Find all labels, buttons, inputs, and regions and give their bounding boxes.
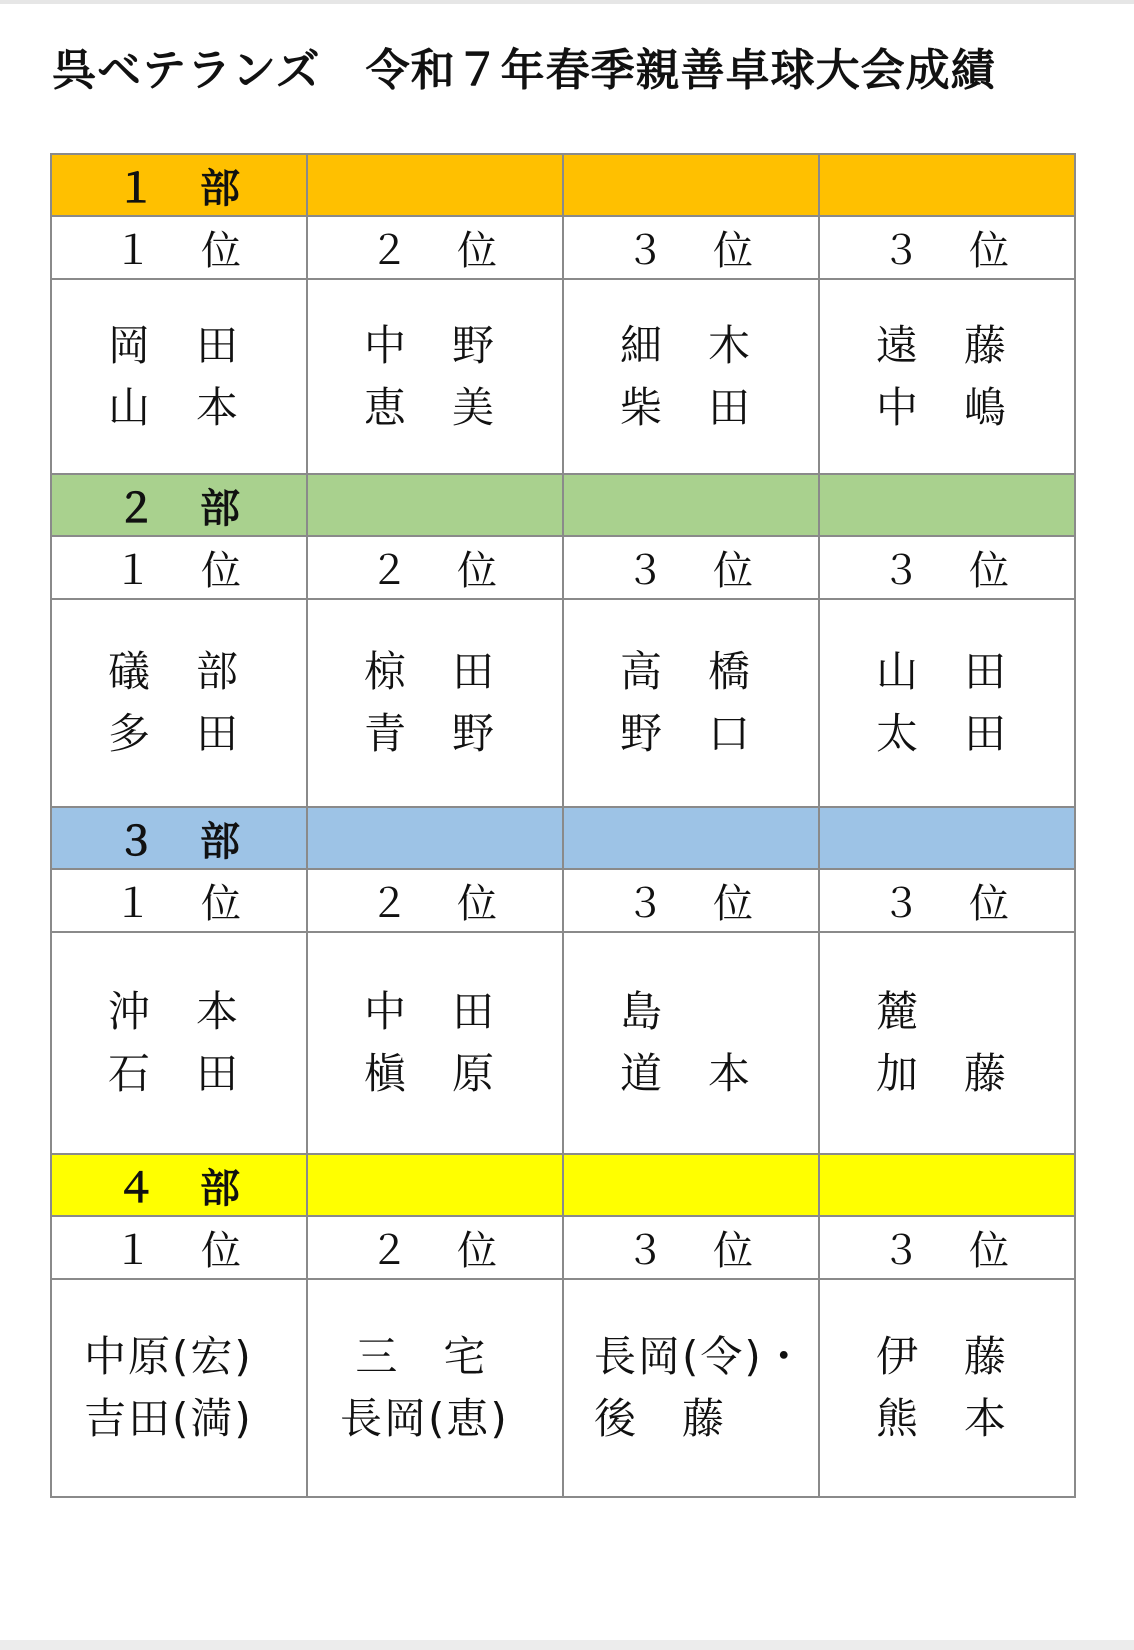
rank-cell <box>563 536 819 599</box>
player-name: 恵 美 <box>364 382 497 432</box>
names-block <box>308 1326 509 1450</box>
names-cell <box>307 599 563 807</box>
rank-cell <box>819 536 1075 599</box>
player-name: 吉田(満) <box>84 1394 253 1443</box>
rank-cell <box>819 216 1075 279</box>
player-name: 石 田 <box>108 1049 241 1098</box>
names-row <box>51 279 1075 474</box>
names-row <box>51 1279 1075 1497</box>
division-header-cell <box>819 1154 1075 1216</box>
player-name: 槇 原 <box>364 1049 497 1098</box>
player-name: 熊 本 <box>876 1394 1009 1443</box>
names-cell <box>819 1279 1075 1497</box>
rank-label: ２ 位 <box>369 548 501 594</box>
rank-row <box>51 869 1075 932</box>
names-block <box>820 1326 1008 1450</box>
top-border <box>0 0 1134 4</box>
player-name: 柴 田 <box>620 382 753 432</box>
rank-label: １ 位 <box>113 228 245 274</box>
rank-label: ３ 位 <box>881 228 1013 274</box>
names-cell <box>563 599 819 807</box>
rank-label: １ 位 <box>113 1228 245 1274</box>
rank-label: ３ 位 <box>881 1228 1013 1274</box>
player-name: 中 田 <box>364 987 497 1036</box>
player-name: 細 木 <box>620 320 753 370</box>
rank-label: ３ 位 <box>625 548 757 594</box>
results-table <box>50 153 1076 1498</box>
division-header-row <box>51 154 1075 216</box>
names-cell <box>819 599 1075 807</box>
rank-cell <box>563 1216 819 1279</box>
rank-cell <box>307 216 563 279</box>
division-label: ２ 部 <box>116 485 242 532</box>
division-label: ４ 部 <box>116 1165 242 1212</box>
player-name: 遠 藤 <box>876 320 1009 370</box>
division-header-row <box>51 474 1075 536</box>
division-label-cell <box>51 154 307 216</box>
player-name: 道 本 <box>620 1049 753 1098</box>
names-block <box>564 1326 807 1450</box>
player-name: 加 藤 <box>876 1049 1009 1098</box>
player-name: 長岡(令)・ <box>594 1332 807 1381</box>
rank-cell <box>307 536 563 599</box>
rank-label: ２ 位 <box>369 881 501 927</box>
rank-cell <box>307 869 563 932</box>
names-cell <box>51 279 307 474</box>
rank-row <box>51 536 1075 599</box>
rank-label: ３ 位 <box>881 881 1013 927</box>
player-name: 島 <box>620 987 665 1036</box>
rank-cell <box>307 1216 563 1279</box>
names-block <box>52 1326 253 1450</box>
player-name: 中 嶋 <box>876 382 1009 432</box>
division-label: ３ 部 <box>116 818 242 865</box>
rank-cell <box>819 1216 1075 1279</box>
division-header-cell <box>307 154 563 216</box>
rank-cell <box>563 216 819 279</box>
player-name: 沖 本 <box>108 987 241 1036</box>
rank-cell <box>51 869 307 932</box>
division-label-cell <box>51 474 307 536</box>
names-cell <box>563 279 819 474</box>
player-name: 中原(宏) <box>84 1332 253 1381</box>
player-name: 岡 田 <box>108 320 241 370</box>
player-name: 青 野 <box>364 709 497 758</box>
player-name: 太 田 <box>876 709 1009 758</box>
division-header-cell <box>819 807 1075 869</box>
division-header-row <box>51 807 1075 869</box>
rank-label: ３ 位 <box>881 548 1013 594</box>
player-name: 椋 田 <box>364 647 497 696</box>
division-header-row <box>51 1154 1075 1216</box>
player-name: 高 橋 <box>620 647 753 696</box>
bottom-border <box>0 1640 1134 1650</box>
rank-label: ２ 位 <box>369 228 501 274</box>
player-name: 礒 部 <box>108 647 241 696</box>
player-name: 麓 <box>876 987 921 1036</box>
rank-row <box>51 1216 1075 1279</box>
rank-cell <box>51 1216 307 1279</box>
division-header-cell <box>307 1154 563 1216</box>
names-cell <box>51 599 307 807</box>
page-title: 呉ベテランズ 令和７年春季親善卓球大会成績 <box>52 45 996 96</box>
rank-label: ３ 位 <box>625 1228 757 1274</box>
player-name: 山 田 <box>876 647 1009 696</box>
division-label: １ 部 <box>116 165 242 212</box>
division-label-cell <box>51 1154 307 1216</box>
names-cell <box>51 1279 307 1497</box>
rank-cell <box>51 536 307 599</box>
division-header-cell <box>563 1154 819 1216</box>
rank-label: ３ 位 <box>625 228 757 274</box>
names-row <box>51 932 1075 1154</box>
player-name: 山 本 <box>108 382 241 432</box>
player-name: 後 藤 <box>594 1394 727 1443</box>
division-header-cell <box>307 474 563 536</box>
names-row <box>51 599 1075 807</box>
rank-label: １ 位 <box>113 548 245 594</box>
player-name: 三 宅 <box>340 1332 488 1381</box>
rank-label: ２ 位 <box>369 1228 501 1274</box>
names-cell <box>563 932 819 1154</box>
names-cell <box>819 279 1075 474</box>
player-name: 伊 藤 <box>876 1332 1009 1381</box>
rank-cell <box>51 216 307 279</box>
division-header-cell <box>307 807 563 869</box>
division-header-cell <box>819 474 1075 536</box>
player-name: 長岡(恵) <box>340 1394 509 1443</box>
names-cell <box>51 932 307 1154</box>
names-cell <box>307 932 563 1154</box>
division-header-cell <box>563 154 819 216</box>
player-name: 多 田 <box>108 709 241 758</box>
player-name: 野 口 <box>620 709 753 758</box>
division-header-cell <box>563 807 819 869</box>
rank-label: １ 位 <box>113 881 245 927</box>
rank-cell <box>563 869 819 932</box>
division-header-cell <box>819 154 1075 216</box>
rank-label: ３ 位 <box>625 881 757 927</box>
names-cell <box>819 932 1075 1154</box>
names-cell <box>307 1279 563 1497</box>
names-cell <box>307 279 563 474</box>
names-cell <box>563 1279 819 1497</box>
rank-cell <box>819 869 1075 932</box>
rank-row <box>51 216 1075 279</box>
division-header-cell <box>563 474 819 536</box>
division-label-cell <box>51 807 307 869</box>
player-name: 中 野 <box>364 320 497 370</box>
